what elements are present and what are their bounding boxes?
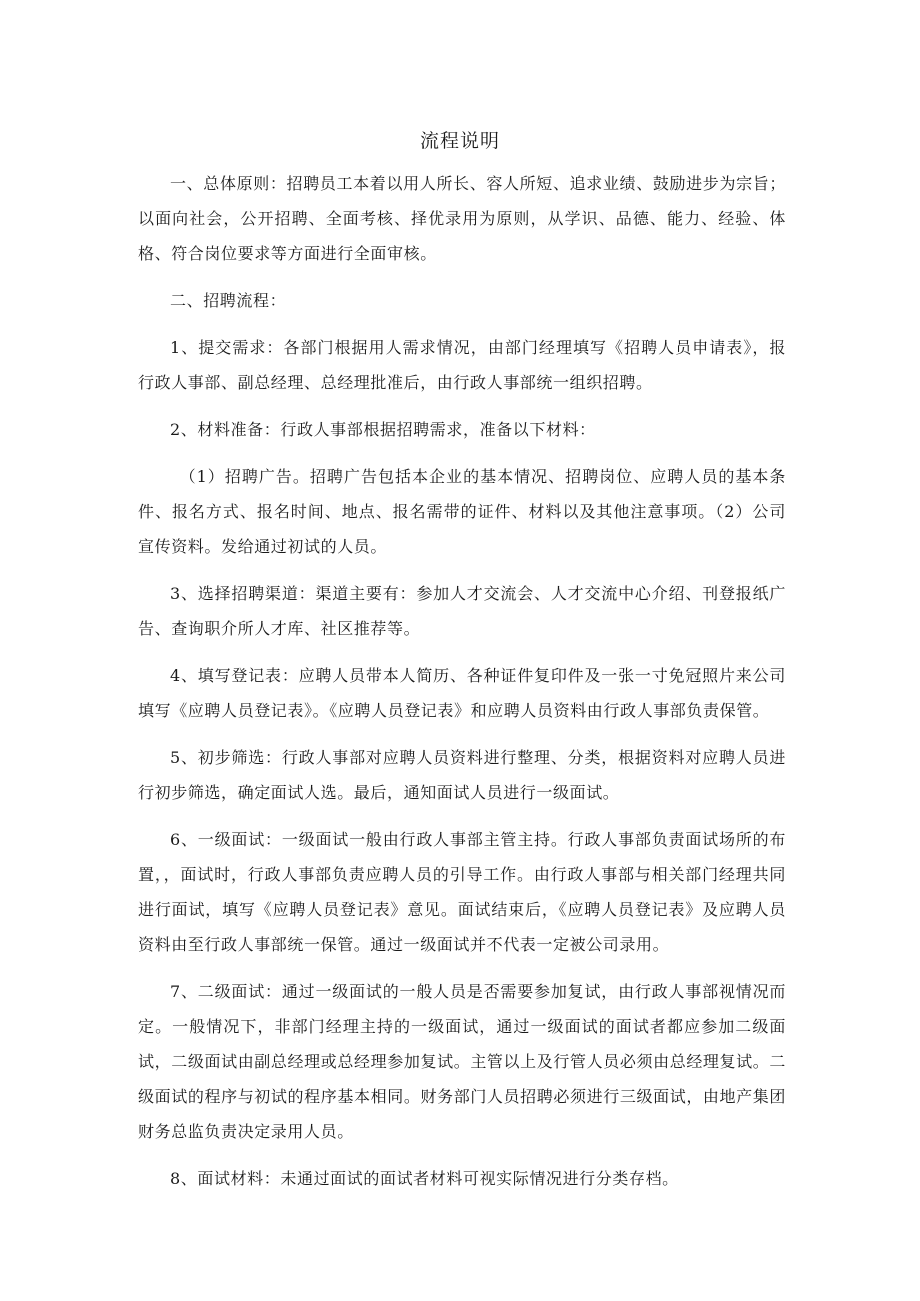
paragraph-registration-form: 4、填写登记表：应聘人员带本人简历、各种证件复印件及一张一寸免冠照片来公司填写《应聘人员登记表》。《应聘人员登记表》和应聘人员资料由行政人事部负责保管。 xyxy=(138,666,786,720)
paragraph-material-preparation: 2、材料准备：行政人事部根据招聘需求，准备以下材料： xyxy=(170,420,596,439)
paragraph-initial-screening: 5、初步筛选：行政人事部对应聘人员资料进行整理、分类，根据资料对应聘人员进行初步筛选，确定面试人选。最后，通知面试人员进行一级面试。 xyxy=(138,748,786,802)
paragraph-general-principles: 一、总体原则：招聘员工本着以用人所长、容人所短、追求业绩、鼓励进步为宗旨；以面向社会，公开招聘、全面考核、择优录用为原则，从学识、品德、能力、经验、体格、符合岗位要求等方面进行全面审核。 xyxy=(138,174,786,263)
paragraph-recruitment-channels: 3、选择招聘渠道：渠道主要有：参加人才交流会、人才交流中心介绍、刊登报纸广告、查询职介所人才库、社区推荐等。 xyxy=(138,584,786,638)
paragraph-recruitment-process-heading: 二、招聘流程： xyxy=(170,291,287,310)
document-body xyxy=(138,166,786,1208)
page-title: 流程说明 xyxy=(419,130,500,152)
paragraph-second-interview: 7、二级面试：通过一级面试的一般人员是否需要参加复试，由行政人事部视情况而定。一般情况下，非部门经理主持的一级面试，通过一级面试的面试者都应参加二级面试，二级面试由副总经理或总经理参加复试。主管以上及行管人员必须由总经理复试。二级面试的程序与初试的程序基本相同。财务部门人员招聘必须进行三级面试，由地产集团财务总监负责决定录用人员。 xyxy=(138,982,786,1141)
paragraph-submit-requirements: 1、提交需求：各部门根据用人需求情况，由部门经理填写《招聘人员申请表》，报行政人事部、副总经理、总经理批准后，由行政人事部统一组织招聘。 xyxy=(138,338,786,392)
paragraph-recruitment-ad: （1）招聘广告。招聘广告包括本企业的基本情况、招聘岗位、应聘人员的基本条件、报名方式、报名时间、地点、报名需带的证件、材料以及其他注意事项。（2）公司宣传资料。发给通过初试的人员。 xyxy=(138,467,786,556)
paragraph-interview-materials: 8、面试材料：未通过面试的面试者材料可视实际情况进行分类存档。 xyxy=(170,1169,679,1188)
paragraph-first-interview: 6、一级面试：一级面试一般由行政人事部主管主持。行政人事部负责面试场所的布置，，面试时，行政人事部负责应聘人员的引导工作。由行政人事部与相关部门经理共同进行面试，填写《应聘人员登记表》意见。面试结束后，《应聘人员登记表》及应聘人员资料由至行政人事部统一保管。通过一级面试并不代表一定被公司录用。 xyxy=(138,830,786,954)
